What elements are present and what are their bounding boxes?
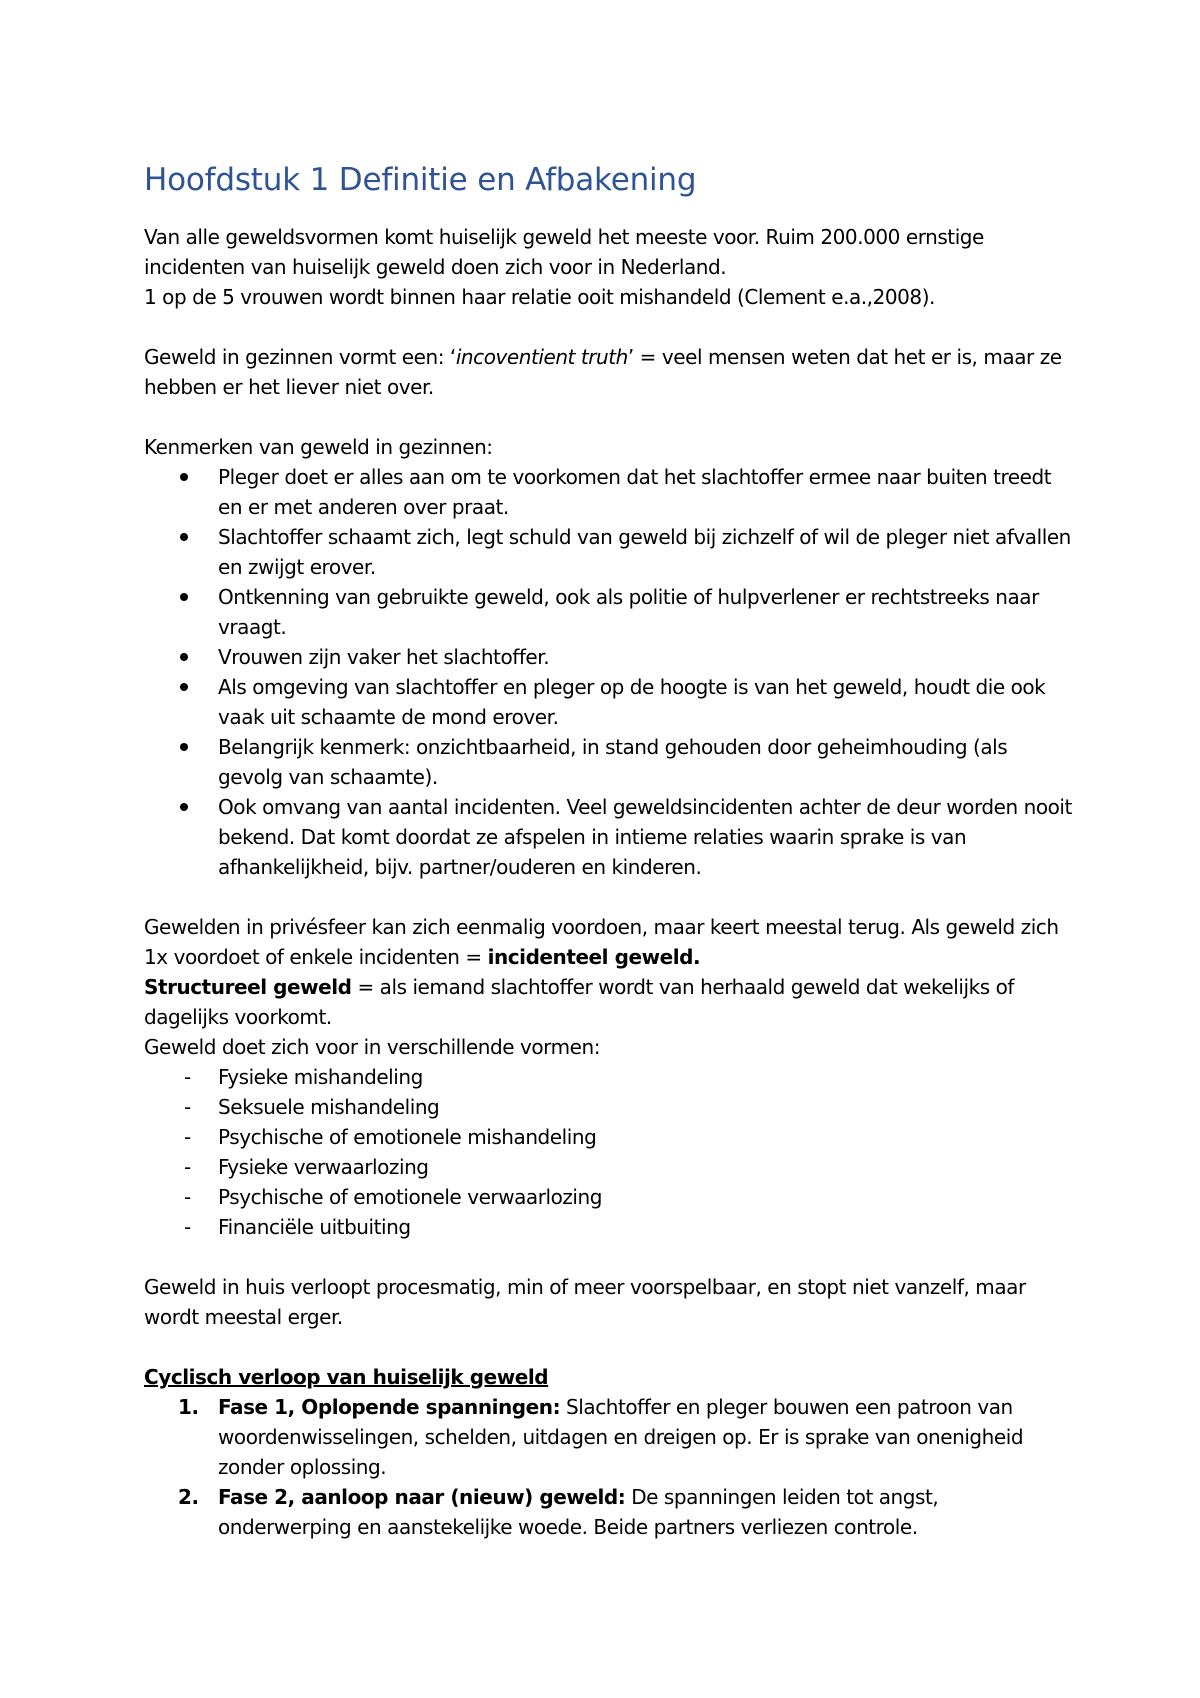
list-item <box>144 1392 1074 1482</box>
phase-number: 1. <box>178 1395 199 1419</box>
list-item-text: Psychische of emotionele mishandeling <box>218 1125 597 1149</box>
intro-line-2: 1 op de 5 vrouwen wordt binnen haar relatie ooit mishandeld (Clement e.a.,2008). <box>144 285 935 309</box>
page-title: Hoofdstuk 1 Definitie en Afbakening <box>144 162 697 198</box>
list-item <box>144 1212 1074 1242</box>
list-item <box>144 1122 1074 1152</box>
truth-text-after: ’ = veel mensen weten dat het er is, maar ze hebben er het liever niet over. <box>144 345 1062 399</box>
document-page <box>144 160 1074 1542</box>
dash-icon: - <box>184 1095 191 1119</box>
list-item <box>144 462 1074 522</box>
truth-italic: incoventient truth <box>455 345 628 369</box>
phases-list <box>144 1392 1074 1542</box>
phase-title: Fase 2, aanloop naar (nieuw) geweld: <box>218 1485 626 1509</box>
dash-icon: - <box>184 1155 191 1179</box>
intro-paragraph <box>144 222 1074 312</box>
bullet-icon <box>180 683 188 691</box>
list-item <box>144 732 1074 792</box>
dash-icon: - <box>184 1065 191 1089</box>
intro-line-1: Van alle geweldsvormen komt huiselijk geweld het meeste voor. Ruim 200.000 ernstige incidenten van huiselijk geweld doen zich voor in Nederland. <box>144 225 984 279</box>
list-item <box>144 582 1074 642</box>
phase-title: Fase 1, Oplopende spanningen: <box>218 1395 561 1419</box>
prive-bold: incidenteel geweld. <box>487 945 701 969</box>
phase-text: Slachtoffer en pleger bouwen een patroon van woordenwisselingen, schelden, uitdagen en dreigen op. Er is sprake van onenigheid zonder oplossing. <box>218 1395 1024 1479</box>
list-item-text: Belangrijk kenmerk: onzichtbaarheid, in stand gehouden door geheimhouding (als gevolg van schaamte). <box>218 735 1008 789</box>
truth-text-before: Geweld in gezinnen vormt een: ‘ <box>144 345 456 369</box>
kenmerken-heading: Kenmerken van geweld in gezinnen: <box>144 435 493 459</box>
list-item-text: Als omgeving van slachtoffer en pleger op de hoogte is van het geweld, houdt die ook vaak uit schaamte de mond erover. <box>218 675 1046 729</box>
structureel-text: = als iemand slachtoffer wordt van herhaald geweld dat wekelijks of dagelijks voorkomt. <box>144 975 1014 1029</box>
dash-icon: - <box>184 1125 191 1149</box>
list-item <box>144 1092 1074 1122</box>
list-item-text: Vrouwen zijn vaker het slachtoffer. <box>218 645 550 669</box>
bullet-icon <box>180 593 188 601</box>
proces-paragraph: Geweld in huis verloopt procesmatig, min of meer voorspelbaar, en stopt niet vanzelf, maar wordt meestal erger. <box>144 1275 1026 1329</box>
vormen-heading: Geweld doet zich voor in verschillende vormen: <box>144 1035 600 1059</box>
structureel-paragraph <box>144 972 1074 1032</box>
bullet-icon <box>180 653 188 661</box>
list-item-text: Psychische of emotionele verwaarlozing <box>218 1185 603 1209</box>
phase-text: De spanningen leiden tot angst, onderwerping en aanstekelijke woede. Beide partners verliezen controle. <box>218 1485 939 1539</box>
list-item <box>144 672 1074 732</box>
bullet-icon <box>180 743 188 751</box>
structureel-bold: Structureel geweld <box>144 975 352 999</box>
truth-paragraph <box>144 342 1074 402</box>
list-item-text: Fysieke mishandeling <box>218 1065 423 1089</box>
bullet-icon <box>180 473 188 481</box>
dash-icon: - <box>184 1185 191 1209</box>
list-item <box>144 1482 1074 1542</box>
dash-icon: - <box>184 1215 191 1239</box>
list-item-text: Seksuele mishandeling <box>218 1095 440 1119</box>
list-item <box>144 1182 1074 1212</box>
list-item-text: Slachtoffer schaamt zich, legt schuld van geweld bij zichzelf of wil de pleger niet afvallen en zwijgt erover. <box>218 525 1071 579</box>
list-item-text: Ontkenning van gebruikte geweld, ook als politie of hulpverlener er rechtstreeks naar vraagt. <box>218 585 1039 639</box>
vormen-list <box>144 1062 1074 1242</box>
prive-paragraph <box>144 912 1074 972</box>
bullet-icon <box>180 803 188 811</box>
list-item <box>144 1152 1074 1182</box>
list-item <box>144 792 1074 882</box>
list-item <box>144 1062 1074 1092</box>
list-item-text: Fysieke verwaarlozing <box>218 1155 429 1179</box>
kenmerken-list <box>144 462 1074 882</box>
list-item-text: Pleger doet er alles aan om te voorkomen dat het slachtoffer ermee naar buiten treedt en er met anderen over praat. <box>218 465 1052 519</box>
phase-number: 2. <box>178 1485 199 1509</box>
prive-text: Gewelden in privésfeer kan zich eenmalig voordoen, maar keert meestal terug. Als geweld zich 1x voordoet of enkele incidenten = <box>144 915 1059 969</box>
list-item <box>144 642 1074 672</box>
list-item-text: Financiële uitbuiting <box>218 1215 411 1239</box>
cyclisch-heading: Cyclisch verloop van huiselijk geweld <box>144 1365 549 1389</box>
list-item <box>144 522 1074 582</box>
list-item-text: Ook omvang van aantal incidenten. Veel geweldsincidenten achter de deur worden nooit bekend. Dat komt doordat ze afspelen in intieme relaties waarin sprake is van afhankelijkheid, bijv. partner/ouderen en kinderen. <box>218 795 1072 879</box>
bullet-icon <box>180 533 188 541</box>
